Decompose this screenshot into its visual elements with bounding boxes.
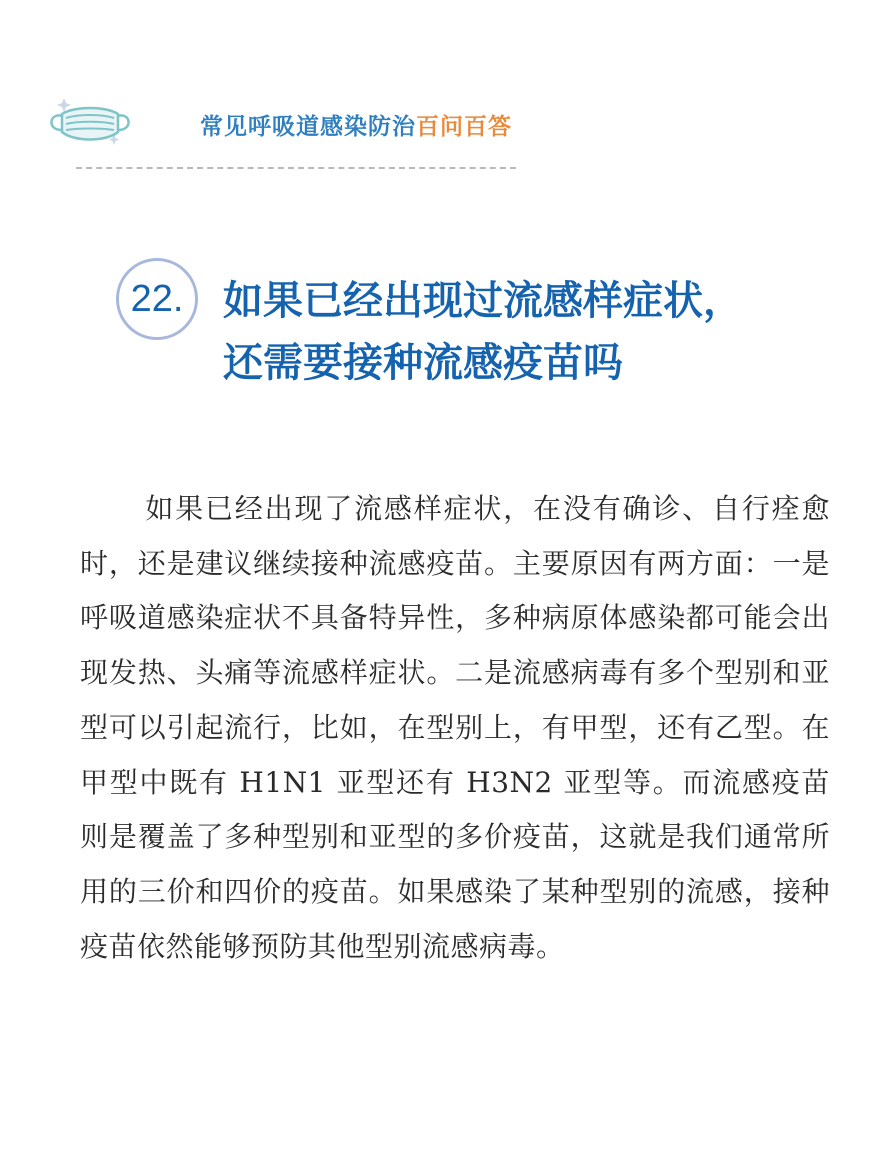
question-number-badge — [116, 258, 198, 340]
header-divider — [76, 167, 516, 169]
book-title-main: 常见呼吸道感染防治 — [200, 114, 416, 140]
face-mask-icon — [44, 94, 136, 152]
book-title-accent: 百问百答 — [416, 113, 512, 140]
question-title-line-1: 如果已经出现过流感样症状， — [223, 278, 743, 324]
question-number: 22. — [130, 277, 184, 320]
answer-text: 如果已经出现了流感样症状，在没有确诊、自行痊愈时，还是建议继续接种流感疫苗。主要原因有两方面：一是呼吸道感染症状不具备特异性，多种病原体感染都可能会出现发热、头痛等流感样症状。二是流感病毒有多个型别和亚型可以引起流行，比如，在型别上，有甲型，还有乙型。在甲型中既有 H1N1 亚型还有 H3N2 亚型等。而流感疫苗则是覆盖了多种型别和亚型的多价疫苗，这就是我们通常所用的三价和四价的疫苗。如果感染了某种型别的流感，接种疫苗依然能够预防其他型别流感病毒。 — [80, 492, 830, 963]
page-header — [44, 92, 524, 172]
book-title — [200, 108, 512, 141]
question-title-line-2: 还需要接种流感疫苗吗 — [223, 340, 623, 386]
question-title — [223, 270, 863, 394]
answer-paragraph — [80, 482, 830, 974]
